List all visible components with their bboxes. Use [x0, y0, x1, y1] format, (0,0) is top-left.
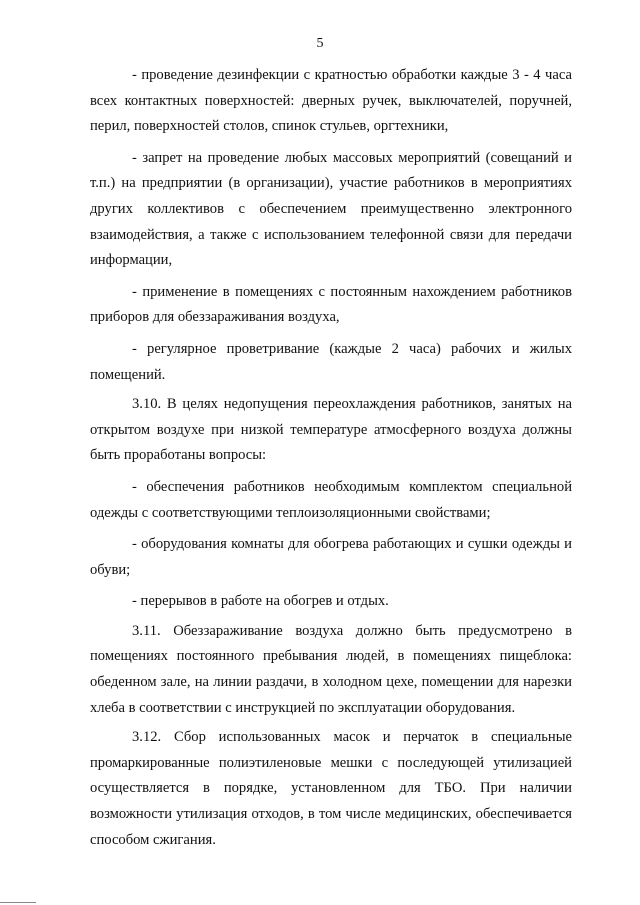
paragraph-section-3-11: 3.11. Обеззараживание воздуха должно быть предусмотрено в помещениях постоянного пребывания людей, в помещениях пищеблока: обеденном зале, на линии раздачи, в холодном цехе, помещении для нарезки хлеба в соответствии с инструкцией по эксплуатации оборудования.	[90, 622, 572, 716]
paragraph-special-clothing: - обеспечения работников необходимым комплектом специальной одежды с соответствующими теплоизоляционными свойствами;	[90, 478, 572, 521]
paragraph-ventilation: - регулярное проветривание (каждые 2 часа) рабочих и жилых помещений.	[90, 340, 572, 383]
paragraph-section-3-12: 3.12. Сбор использованных масок и перчаток в специальные промаркированные полиэтиленовые мешки с последующей утилизацией осуществляется в порядке, установленном для ТБО. При наличии возможности утилизация отходов, в том числе медицинских, обеспечивается способом сжигания.	[90, 729, 572, 848]
paragraph-mass-events-ban: - запрет на проведение любых массовых мероприятий (совещаний и т.п.) на предприятии (в организации), участие работников в мероприятиях других коллективов с обеспечением преимущественно электронного взаимодействия, а также с использованием телефонной связи для передачи информации,	[90, 149, 572, 269]
page-edge-mark	[0, 902, 36, 903]
paragraph-air-disinfection-devices: - применение в помещениях с постоянным нахождением работников приборов для обеззараживания воздуха,	[90, 283, 572, 326]
paragraph-work-breaks: - перерывов в работе на обогрев и отдых.	[132, 593, 389, 610]
paragraph-section-3-10: 3.10. В целях недопущения переохлаждения работников, занятых на открытом воздухе при низкой температуре атмосферного воздуха должны быть проработаны вопросы:	[90, 396, 572, 464]
page-number: 5	[316, 36, 324, 51]
paragraph-heating-room: - оборудования комнаты для обогрева работающих и сушки одежды и обуви;	[90, 536, 572, 578]
document-body	[90, 63, 572, 853]
paragraph-disinfection: - проведение дезинфекции с кратностью обработки каждые 3 - 4 часа всех контактных поверхностей: дверных ручек, выключателей, поручней, перил, поверхностей столов, спинок стульев, оргтехники,	[90, 67, 572, 135]
